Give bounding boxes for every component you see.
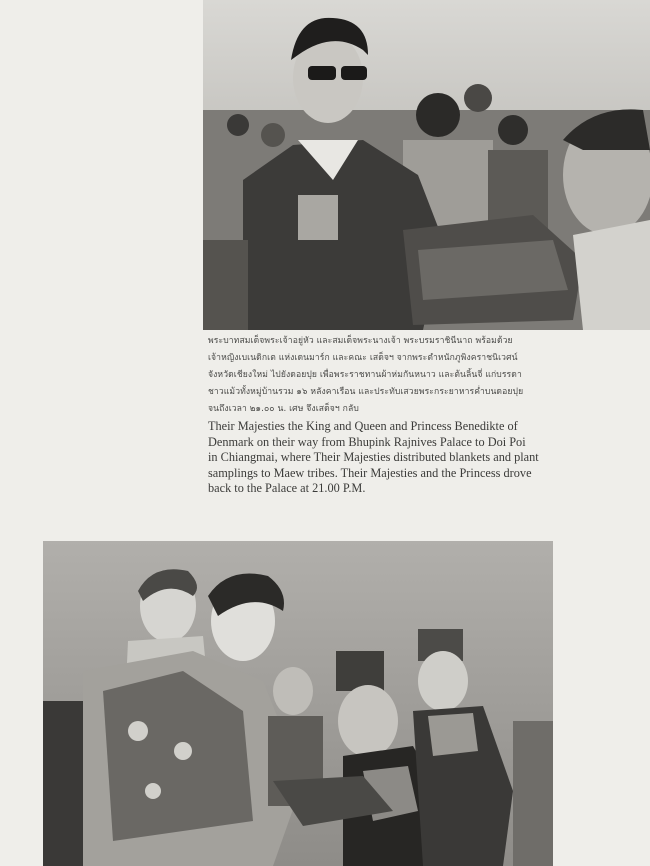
caption-thai (208, 333, 588, 418)
photo-king-distributing-blankets (203, 0, 650, 330)
caption-english-line: back to the Palace at 21.00 P.M. (208, 481, 366, 496)
caption-thai-line: จนถึงเวลา ๒๑.๐๐ น. เศษ จึงเสด็จฯ กลับ (208, 404, 359, 414)
caption-thai-line: เจ้าหญิงเบเนดิกเต แห่งเดนมาร์ก และคณะ เสด็จฯ จากพระตำหนักภูพิงคราชนิเวศน์ (208, 353, 518, 363)
caption-english-line: in Chiangmai, where Their Majesties distributed blankets and plant (208, 450, 539, 465)
caption-english (208, 419, 588, 497)
caption-english-line: Denmark on their way from Bhupink Rajnives Palace to Doi Poi (208, 434, 526, 449)
photo-queen-greeting-tribeswomen-icon (43, 541, 553, 866)
photo-king-distributing-blankets-icon (203, 0, 650, 330)
caption-thai-line: ชาวแม้วทั้งหมู่บ้านรวม ๑๖ หลังคาเรือน และประทับเสวยพระกระยาหารค่ำบนดอยปุย (208, 387, 524, 397)
caption-thai-line: พระบาทสมเด็จพระเจ้าอยู่หัว และสมเด็จพระนางเจ้า พระบรมราชินีนาถ พร้อมด้วย (208, 336, 513, 346)
caption-english-line: Their Majesties the King and Queen and Princess Benedikte of (208, 419, 518, 433)
caption-english-line: samplings to Maew tribes. Their Majesties and the Princess drove (208, 465, 532, 480)
caption-thai-line: จังหวัดเชียงใหม่ ไปยังดอยปุย เพื่อพระราชทานผ้าห่มกันหนาว และต้นลิ้นจี่ แก่บรรดา (208, 370, 522, 380)
photo-queen-greeting-tribeswomen (43, 541, 553, 866)
